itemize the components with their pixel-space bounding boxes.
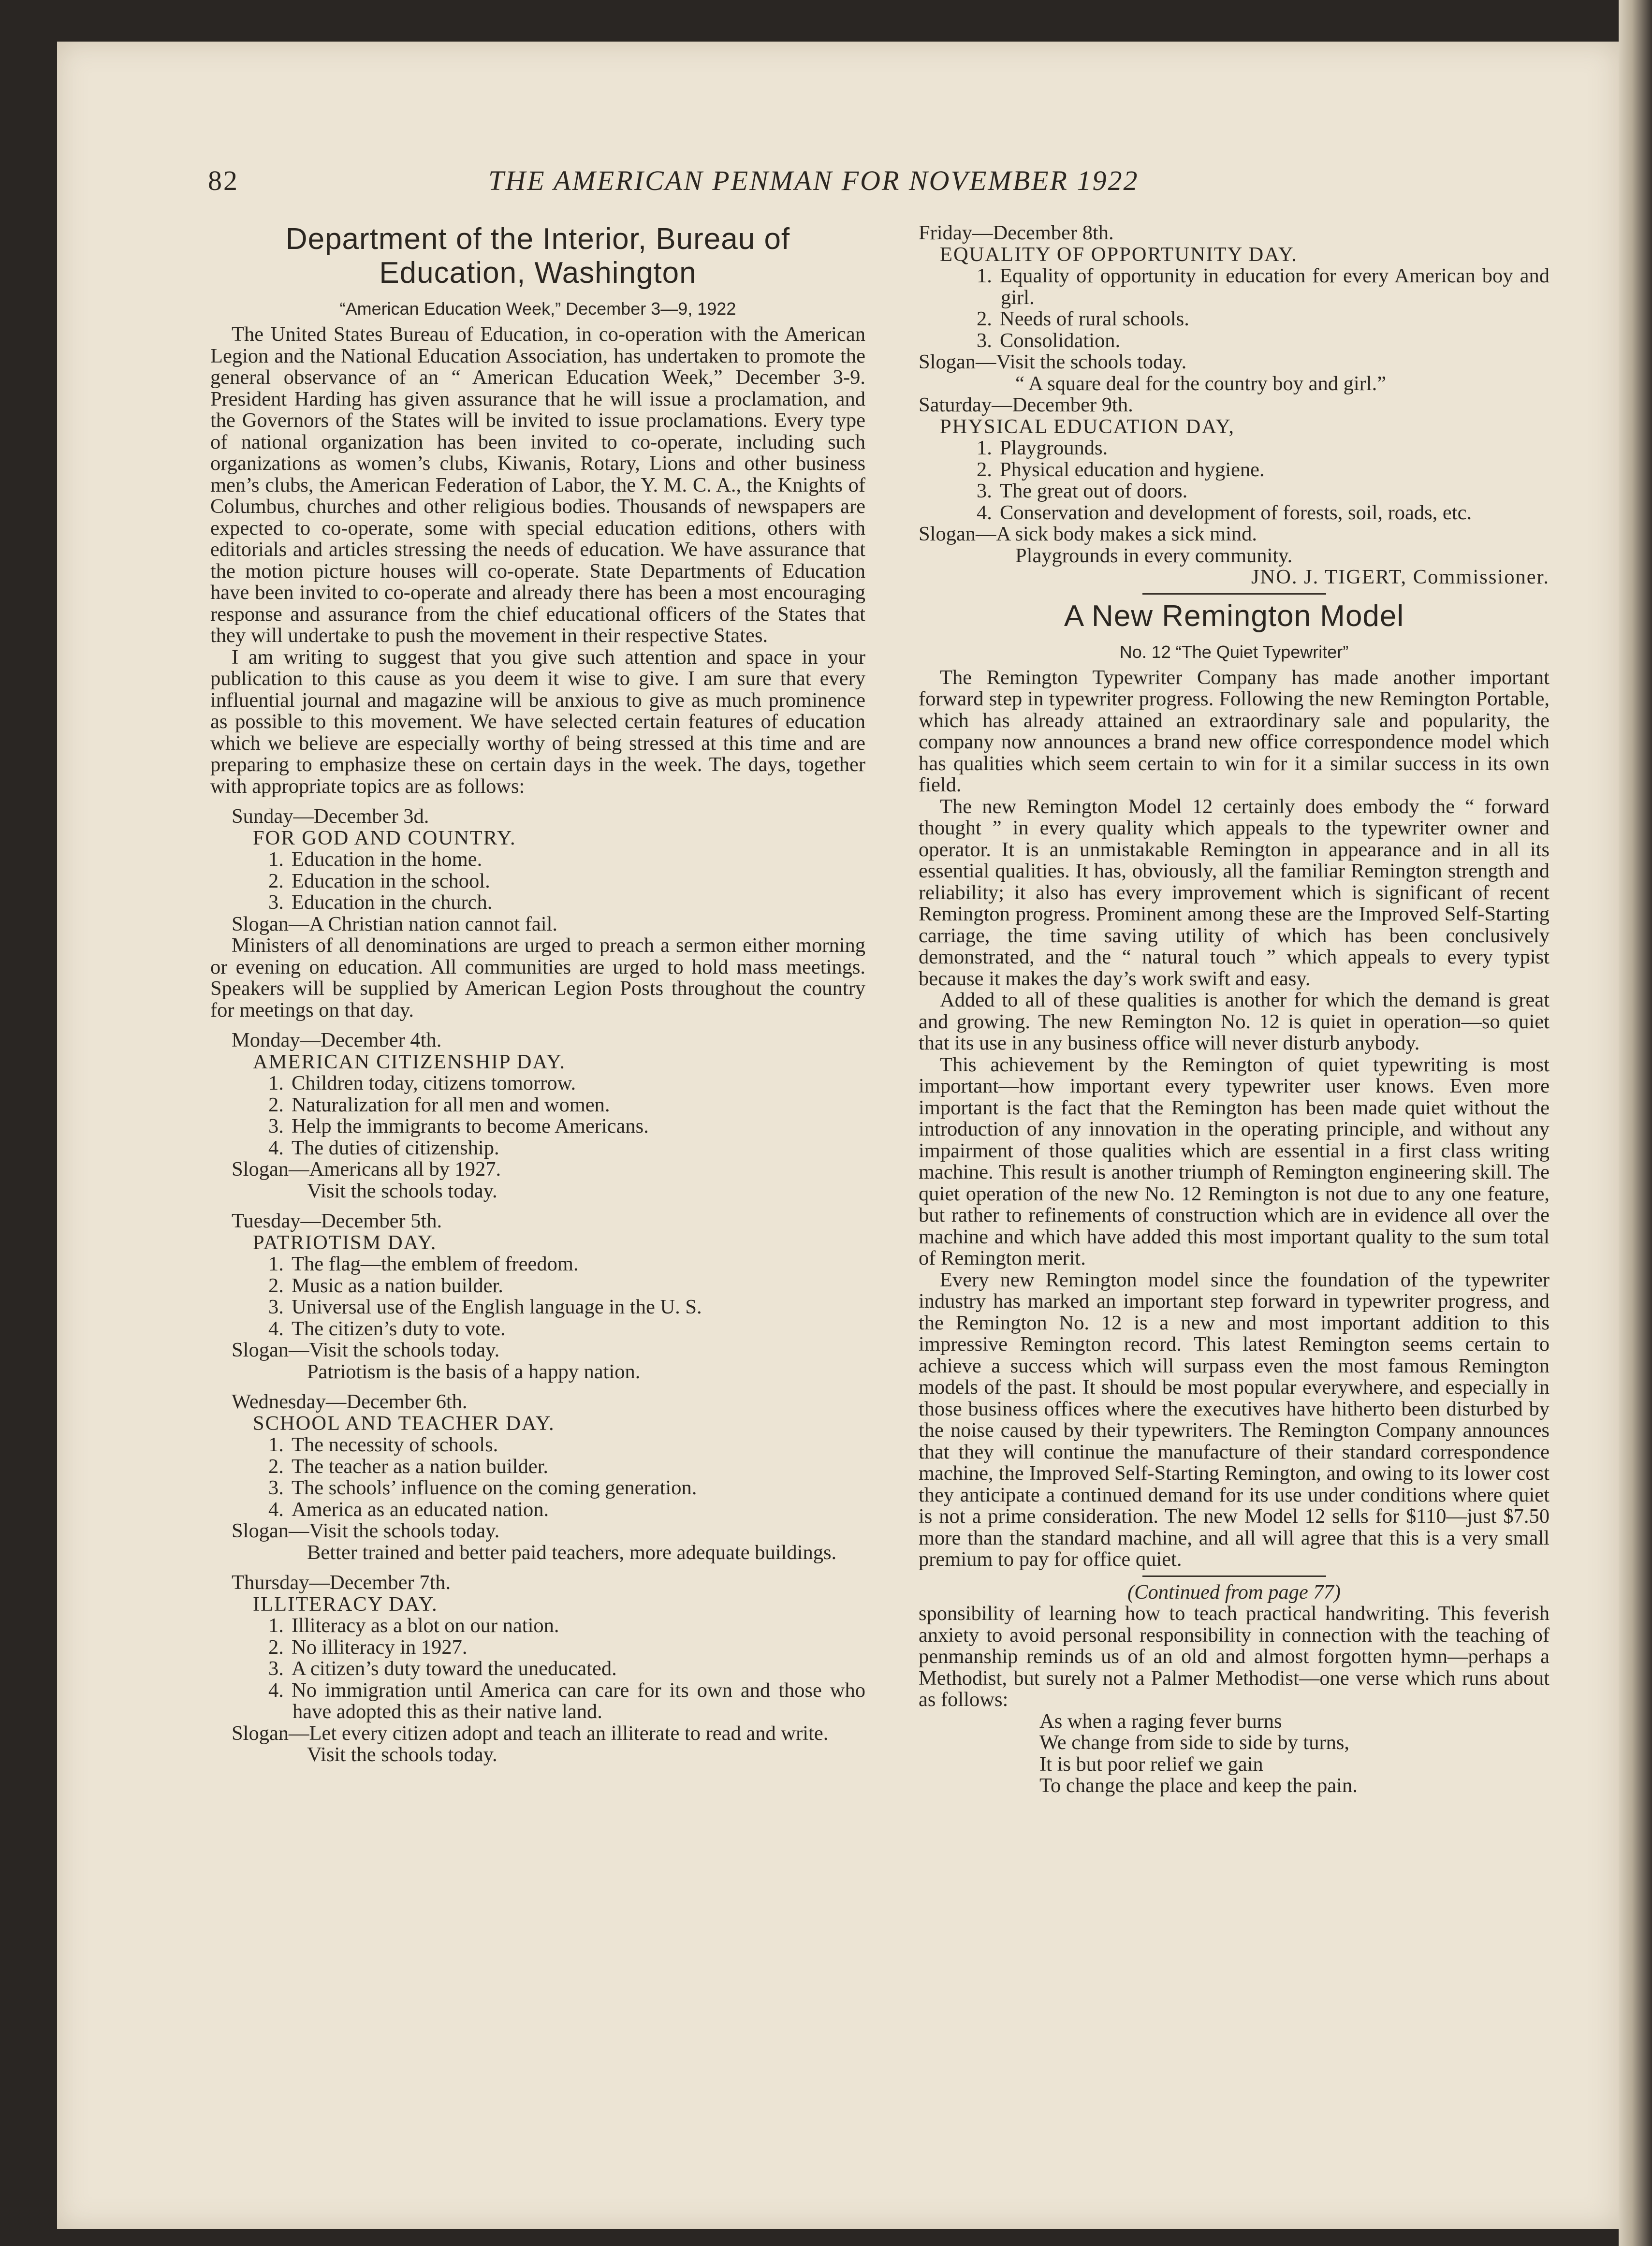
topic-number: 3.	[268, 1296, 284, 1318]
running-header	[208, 164, 1465, 203]
topic-item	[977, 438, 1550, 459]
day-heading: Monday—December 4th.	[232, 1029, 442, 1051]
topic-text: Conservation and development of forests, soil, roads, etc.	[1000, 501, 1472, 524]
topic-number: 3.	[268, 1115, 284, 1138]
verse-line: As when a raging fever burns	[1039, 1709, 1282, 1733]
divider-rule	[1142, 1575, 1326, 1577]
topic-text: Playgrounds.	[1000, 437, 1108, 459]
topic-item	[268, 1434, 865, 1456]
day-theme: AMERICAN CITIZENSHIP DAY.	[253, 1050, 566, 1073]
slogan-continued: Better trained and better paid teachers, more adequate buildings.	[307, 1541, 837, 1564]
topic-text: Universal use of the English language in the U. S.	[292, 1296, 702, 1318]
day-heading: Friday—December 8th.	[919, 221, 1114, 244]
article-subtitle: No. 12 “The Quiet Typewriter”	[1119, 642, 1349, 662]
paragraph: Ministers of all denominations are urged to preach a sermon either morning or evening on education. All communities are urged to hold mass meetings. Speakers will be supplied by American Legion Posts throughout the country for meetings on that day.	[210, 934, 865, 1021]
topic-number: 1.	[268, 1072, 284, 1094]
paragraph: I am writing to suggest that you give such attention and space in your publication to this cause as you deem it wise to give. I am sure that every influential journal and magazine will be anxious to give as much prominence as possible to this movement. We have selected certain features of education which we believe are especially worthy of being stressed at this time and are preparing to emphasize these on certain days in the week. The days, together with appropriate topics are as follows:	[210, 645, 865, 798]
topic-item	[977, 265, 1550, 308]
topic-number: 2.	[268, 1635, 284, 1659]
day-heading: Sunday—December 3d.	[232, 805, 429, 828]
article-subtitle: “American Education Week,” December 3—9, 1922	[339, 299, 736, 319]
slogan-continued: “ A square deal for the country boy and girl.”	[1015, 372, 1387, 395]
topic-item	[268, 1615, 865, 1637]
divider-rule	[1142, 593, 1326, 595]
topic-text: Education in the school.	[292, 869, 490, 892]
topic-text: No immigration until America can care for its own and those who have adopted this as their native land.	[292, 1678, 865, 1723]
topic-item	[268, 1318, 865, 1340]
slogan-continued: Playgrounds in every community.	[1015, 544, 1293, 567]
topic-number: 1.	[977, 437, 992, 459]
day-heading: Tuesday—December 5th.	[232, 1210, 442, 1232]
topic-text: The great out of doors.	[1000, 480, 1188, 502]
topic-item	[268, 1499, 865, 1521]
page-number: 82	[208, 165, 239, 196]
topic-text: The flag—the emblem of freedom.	[292, 1253, 579, 1275]
topic-item	[977, 502, 1550, 524]
topic-number: 2.	[268, 1274, 284, 1297]
topic-number: 2.	[268, 1455, 284, 1478]
topic-text: Physical education and hygiene.	[1000, 458, 1265, 481]
topic-item	[268, 1477, 865, 1499]
topic-number: 3.	[977, 480, 992, 502]
topic-item	[268, 1680, 865, 1723]
topic-text: Children today, citizens tomorrow.	[292, 1072, 576, 1094]
topic-item	[268, 892, 865, 914]
topic-number: 1.	[268, 848, 284, 871]
topic-text: The teacher as a nation builder.	[292, 1455, 549, 1478]
topic-item	[268, 871, 865, 892]
topic-number: 4.	[268, 1498, 284, 1521]
topic-item	[977, 459, 1550, 481]
topic-text: The duties of citizenship.	[292, 1136, 499, 1159]
verse-line: It is but poor relief we gain	[1039, 1752, 1263, 1776]
topic-number: 4.	[268, 1136, 284, 1159]
verse-line: We change from side to side by turns,	[1039, 1731, 1350, 1754]
topic-text: The necessity of schools.	[292, 1433, 498, 1456]
topic-text: Music as a nation builder.	[292, 1274, 503, 1297]
slogan-continued: Visit the schools today.	[307, 1179, 497, 1202]
topic-text: The citizen’s duty to vote.	[292, 1317, 506, 1340]
slogan: Slogan—Visit the schools today.	[919, 350, 1187, 373]
signature: JNO. J. TIGERT, Commissioner.	[1251, 566, 1550, 588]
day-heading: Saturday—December 9th.	[919, 394, 1133, 416]
slogan: Slogan—A Christian nation cannot fail.	[232, 912, 558, 935]
topic-number: 1.	[268, 1614, 284, 1637]
paragraph: This achievement by the Remington of quiet typewriting is most important—how important every typewriter user knows. Even more important is the fact that the Remington has been made quiet without the introduction of any innovation in the operating principle, and without any impairment of those qualities which are essential in a first class writing machine. This result is another triumph of Remington engineering skill. The quiet operation of the new No. 12 Remington is not due to any one feature, but rather to refinements of construction which are in evidence all over the machine and which have added this most important quality to the sum total of Remington merit.	[919, 1053, 1550, 1269]
publication-title: THE AMERICAN PENMAN FOR NOVEMBER 1922	[488, 165, 1139, 196]
slogan: Slogan—Let every citizen adopt and teach an illiterate to read and write.	[232, 1721, 829, 1745]
topic-text: Education in the home.	[292, 848, 482, 871]
article-title-interior	[210, 222, 865, 290]
paragraph: The new Remington Model 12 certainly does embody the “ forward thought ” in every quality which appeals to the typewriter owner and operator. It is an unmistakable Remington in appearance and in all its essential qualities. It has, obviously, all the familiar Remington strength and reliability; it also has every improvement which is significant of recent Remington progress. Prominent among these are the Improved Self-Starting carriage, the time saving utility of which has been conclusively demonstrated, and the “ natural touch ” which appeals to every typist because it makes the day’s work swift and easy.	[919, 795, 1550, 990]
topic-number: 3.	[268, 1657, 284, 1680]
topic-text: Illiteracy as a blot on our nation.	[292, 1614, 559, 1637]
topic-number: 3.	[268, 891, 284, 914]
topic-number: 2.	[268, 1093, 284, 1116]
day-theme: ILLITERACY DAY.	[253, 1592, 438, 1616]
day-theme: PHYSICAL EDUCATION DAY,	[940, 415, 1235, 438]
left-column	[210, 222, 865, 1766]
topic-number: 3.	[268, 1476, 284, 1499]
title-line-1: Department of the Interior, Bureau of	[285, 222, 790, 256]
day-theme: SCHOOL AND TEACHER DAY.	[253, 1412, 555, 1435]
book-spine	[1619, 0, 1652, 2246]
topic-item	[268, 1116, 865, 1138]
topic-text: A citizen’s duty toward the uneducated.	[292, 1657, 617, 1680]
day-theme: FOR GOD AND COUNTRY.	[253, 826, 516, 849]
topic-number: 1.	[977, 264, 992, 287]
topic-item	[268, 1073, 865, 1094]
topic-text: Consolidation.	[1000, 329, 1121, 352]
topic-number: 4.	[977, 501, 992, 524]
topic-number: 1.	[268, 1433, 284, 1456]
topic-item	[977, 481, 1550, 502]
day-theme: EQUALITY OF OPPORTUNITY DAY.	[940, 243, 1298, 266]
title-line-2: Education, Washington	[379, 256, 697, 290]
topic-text: No illiteracy in 1927.	[292, 1635, 468, 1659]
topic-number: 3.	[977, 329, 992, 352]
article-title-remington: A New Remington Model	[1064, 599, 1404, 633]
topic-item	[268, 1297, 865, 1318]
slogan-continued: Visit the schools today.	[307, 1743, 497, 1766]
verse-line: To change the place and keep the pain.	[1039, 1774, 1358, 1797]
slogan: Slogan—A sick body makes a sick mind.	[919, 523, 1257, 545]
topic-number: 1.	[268, 1253, 284, 1275]
paragraph: sponsibility of learning how to teach practical handwriting. This feverish anxiety to avoid personal responsibility in connection with the teaching of penmanship reminds us of an old and almost forgotten hymn—perhaps a Methodist, but surely not a Palmer Methodist—one verse which runs about as follows:	[919, 1602, 1550, 1711]
right-column	[919, 222, 1550, 1797]
topic-text: Help the immigrants to become Americans.	[292, 1115, 649, 1138]
day-theme: PATRIOTISM DAY.	[253, 1231, 437, 1254]
topic-text: Needs of rural schools.	[1000, 307, 1189, 330]
day-heading: Thursday—December 7th.	[232, 1571, 451, 1594]
topic-item	[268, 1658, 865, 1680]
paragraph: The Remington Typewriter Company has made another important forward step in typewriter progress. Following the new Remington Portable, which has already attained an extraordinary sale and popularity, the company now announces a brand new office correspondence model which has qualities which seem certain to win for it a similar success in its own field.	[919, 666, 1550, 796]
topic-number: 4.	[268, 1678, 284, 1702]
day-heading: Wednesday—December 6th.	[232, 1390, 468, 1413]
topic-number: 2.	[268, 869, 284, 892]
topic-text: Equality of opportunity in education for every American boy and girl.	[1000, 264, 1550, 309]
slogan: Slogan—Visit the schools today.	[232, 1339, 500, 1361]
paragraph: Every new Remington model since the foundation of the typewriter industry has marked an important step forward in typewriter progress, and the Remington No. 12 is a new and most important addition to this impressive Remington record. This latest Remington seems certain to achieve a success which will surpass even the most famous Remington models of the past. It should be most popular everywhere, and especially in those business offices where the executives have hitherto been disturbed by the noise caused by their typewriters. The Remington Company announces that they will continue the manufacture of their standard correspondence machine, the Improved Self-Starting Remington, and owing to its lower cost they anticipate a continued demand for its use under conditions where quiet is not a prime consideration. The new Model 12 sells for $110—just $7.50 more than the standard machine, and all will agree that this is a very small premium to pay for office quiet.	[919, 1268, 1550, 1571]
topic-text: The schools’ influence on the coming generation.	[292, 1476, 697, 1499]
slogan: Slogan—Americans all by 1927.	[232, 1158, 501, 1181]
topic-text: Naturalization for all men and women.	[292, 1093, 610, 1116]
topic-number: 2.	[977, 458, 992, 481]
topic-item	[268, 1456, 865, 1478]
continued-label: (Continued from page 77)	[1127, 1580, 1341, 1604]
topic-item	[268, 849, 865, 871]
paragraph: Added to all of these qualities is another for which the demand is great and growing. The new Remington No. 12 is quiet in operation—so quiet that its use in any business office will never disturb anybody.	[919, 989, 1550, 1054]
paragraph: The United States Bureau of Education, in co-operation with the American Legion and the National Education Association, has undertaken to promote the general observance of an “ American Education Week,” December 3-9. President Harding has given assurance that he will issue a proclamation, and the Governors of the States will be invited to issue proclamations. Every type of national organization has been invited to co-operate, including such organizations as women’s clubs, Kiwanis, Rotary, Lions and other business men’s clubs, the American Federation of Labor, the Y. M. C. A., the Knights of Columbus, churches and other religious bodies. Thousands of newspapers are expected to co-operate, some with special education editions, others with editorials and articles stressing the needs of education. We have assurance that the motion picture houses will co-operate. State Departments of Education have been invited to co-operate and already there has been a most encouraging response and assurance from the chief educational officers of the States that they will undertake to push the movement in their respective States.	[210, 323, 865, 647]
topic-item	[268, 1275, 865, 1297]
topic-number: 2.	[977, 307, 992, 330]
topic-item	[268, 1254, 865, 1275]
topic-item	[268, 1637, 865, 1659]
topic-item	[268, 1094, 865, 1116]
topic-text: America as an educated nation.	[292, 1498, 549, 1521]
topic-item	[977, 330, 1550, 352]
topic-item	[977, 308, 1550, 330]
slogan-continued: Patriotism is the basis of a happy nation.	[307, 1360, 641, 1383]
topic-number: 4.	[268, 1317, 284, 1340]
topic-item	[268, 1138, 865, 1159]
topic-text: Education in the church.	[292, 891, 493, 914]
slogan: Slogan—Visit the schools today.	[232, 1519, 500, 1542]
